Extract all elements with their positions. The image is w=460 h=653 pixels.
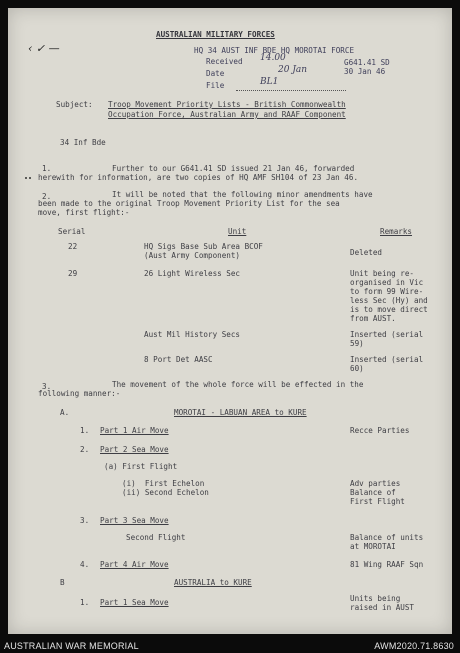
stamp-received-label: Received [206, 57, 243, 66]
item-a1-remark: Recce Parties [350, 426, 410, 435]
table-row-unit: 8 Port Det AASC [144, 355, 213, 364]
para2-line-2: been made to the original Troop Movement Priority List for the sea [38, 199, 340, 208]
item-a2-remark-2: Balance of [350, 488, 396, 497]
stamp-received-value: 14.00 [260, 53, 286, 63]
table-header-remarks: Remarks [380, 227, 413, 236]
item-a2-number: 2. [80, 445, 90, 454]
table-row-remarks: Unit being re- [350, 269, 415, 278]
table-header-serial: Serial [58, 227, 86, 236]
table-row-remarks: from AUST. [350, 314, 396, 323]
margin-mark: ‹ ✓ — [28, 42, 60, 55]
table-row-remarks: Deleted [350, 248, 383, 257]
item-a3-remark-1: Balance of units [350, 533, 424, 542]
item-a4-remark: 81 Wing RAAF Sqn [350, 560, 424, 569]
subject-line-2: Occupation Force, Australian Army and RAAF Component [108, 110, 346, 119]
table-row-remarks: 60) [350, 364, 364, 373]
table-header-unit: Unit [228, 227, 247, 236]
section-a-letter: A. [60, 408, 70, 417]
section-b-title: AUSTRALIA to KURE [174, 578, 252, 587]
table-row-unit: Aust Mil History Secs [144, 330, 241, 339]
table-row-unit: HQ Sigs Base Sub Area BCOF [144, 242, 263, 251]
stamp-file-value: BL1 [260, 77, 279, 87]
table-row-remarks: to form 99 Wire- [350, 287, 424, 296]
table-row-remarks: Inserted (serial [350, 355, 424, 364]
item-b1-remark-2: raised in AUST [350, 603, 415, 612]
item-a2-sub-ii: (ii) Second Echelon [122, 488, 209, 497]
section-b-letter: B [60, 578, 65, 587]
para3-line-1: The movement of the whole force will be effected in the [112, 380, 364, 389]
table-row-unit: 26 Light Wireless Sec [144, 269, 241, 278]
table-row-remarks: less Sec (Hy) and [350, 296, 428, 305]
item-b1-number: 1. [80, 598, 90, 607]
item-a3-number: 3. [80, 516, 90, 525]
table-row-serial: 29 [68, 269, 78, 278]
document-page [8, 8, 452, 634]
item-a2-sub-a: (a) First Flight [104, 462, 178, 471]
margin-dot [29, 177, 31, 179]
subject-line-1: Troop Movement Priority Lists - British Commonwealth [108, 100, 346, 109]
item-a3-sub: Second Flight [126, 533, 186, 542]
stamp-date-value: 20 Jan [278, 65, 308, 75]
para2-line-1: It will be noted that the following minor amendments have [112, 190, 373, 199]
para1-line-1: Further to our G641.41 SD issued 21 Jan 46, forwarded [112, 164, 355, 173]
item-b1-text: Part 1 Sea Move [100, 598, 169, 607]
footer-accession-number: AWM2020.71.8630 [374, 641, 454, 651]
para1-line-2: herewith for information, are two copies of HQ AMF SH104 of 23 Jan 46. [38, 173, 359, 182]
received-stamp [194, 46, 406, 104]
stamp-date-label: Date [206, 69, 225, 78]
item-a2-text: Part 2 Sea Move [100, 445, 169, 454]
stamp-file-label: File [206, 81, 225, 90]
item-a3-remark-2: at MOROTAI [350, 542, 396, 551]
subject-label: Subject: [56, 100, 93, 109]
stamp-reference: G641.41 SD [344, 58, 390, 67]
item-b1-remark-1: Units being [350, 594, 401, 603]
item-a2-remark-3: First Flight [350, 497, 405, 506]
table-row-remarks: Inserted (serial [350, 330, 424, 339]
item-a4-number: 4. [80, 560, 90, 569]
stamp-headquarters: HQ 34 AUST INF BDE HQ MOROTAI FORCE [194, 46, 355, 55]
table-row-remarks: is to move direct [350, 305, 428, 314]
table-row-remarks: 59) [350, 339, 364, 348]
stamp-date-typed: 30 Jan 46 [344, 67, 386, 76]
item-a2-remark-1: Adv parties [350, 479, 401, 488]
margin-dot [25, 177, 27, 179]
para2-line-3: move, first flight:- [38, 208, 130, 217]
item-a3-text: Part 3 Sea Move [100, 516, 169, 525]
item-a2-sub-i: (i) First Echelon [122, 479, 205, 488]
table-row-serial: 22 [68, 242, 78, 251]
para3-number: 3. [42, 382, 52, 391]
document-header: AUSTRALIAN MILITARY FORCES [156, 30, 275, 39]
para3-line-2: following manner:- [38, 389, 121, 398]
item-a1-number: 1. [80, 426, 90, 435]
table-row-remarks: organised in Vic [350, 278, 424, 287]
para2-number: 2. [42, 192, 52, 201]
item-a4-text: Part 4 Air Move [100, 560, 169, 569]
table-row-unit-cont: (Aust Army Component) [144, 251, 241, 260]
para1-number: 1. [42, 164, 52, 173]
footer-credit: AUSTRALIAN WAR MEMORIAL [4, 641, 139, 651]
section-a-title: MOROTAI - LABUAN AREA to KURE [174, 408, 307, 417]
stamp-rule [236, 90, 346, 91]
item-a1-text: Part 1 Air Move [100, 426, 169, 435]
addressee: 34 Inf Bde [60, 138, 106, 147]
